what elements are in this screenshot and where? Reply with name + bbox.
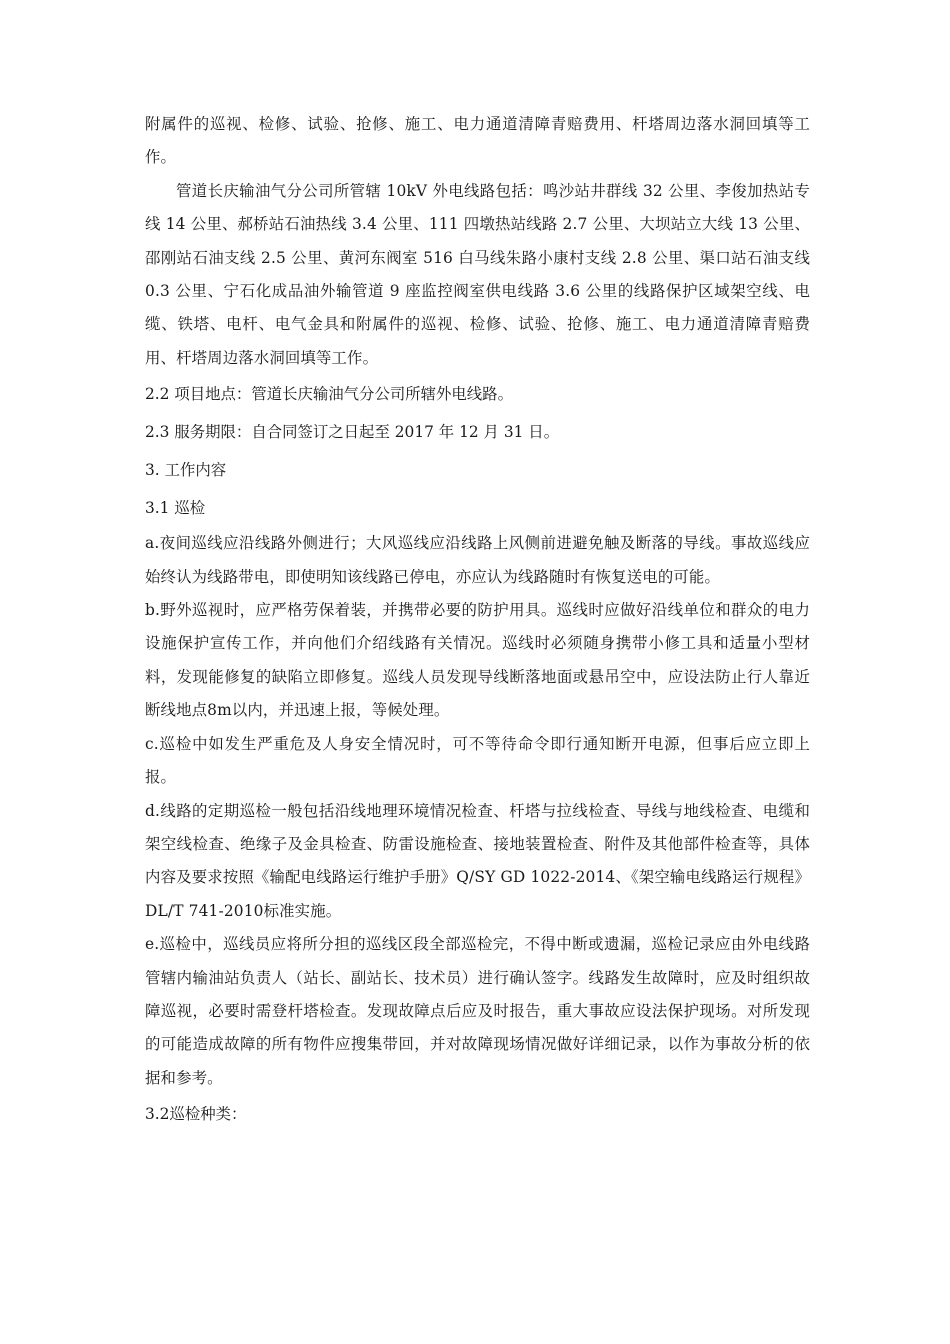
section-project-location: 2.2 项目地点：管道长庆输油气分公司所辖外电线路。 xyxy=(145,385,513,404)
paragraph-line-list: 管道长庆输油气分公司所管辖 10kV 外电线路包括：鸣沙站井群线 32 公里、李俊加热站专线 14 公里、郝桥站石油热线 3.4 公里、111 四墩热站线路 2.7 公里、大坝站立大线 13 公里、邵刚站石油支线 2.5 公里、黄河东阀室 516 白马线朱路小康村支线 2.8 公里、渠口站石油支线 0.3 公里、宁石化成品油外输管道 9 座监控阀室供电线路 3.6 公里的线路保护区域架空线、电缆、铁塔、电杆、电气金具和附属件的巡视、检修、试验、抢修、施工、电力通道清障青赔费用、杆塔周边落水洞回填等工作。 xyxy=(145,181,810,367)
paragraph-scope-continued: 附属件的巡视、检修、试验、抢修、施工、电力通道清障青赔费用、杆塔周边落水洞回填等工作。 xyxy=(145,115,810,167)
section-service-period: 2.3 服务期限：自合同签订之日起至 2017 年 12 月 31 日。 xyxy=(145,423,560,442)
item-e-inspection-records: e.巡检中，巡线员应将所分担的巡线区段全部巡检完，不得中断或遗漏，巡检记录应由外电线路管辖内输油站负责人（站长、副站长、技术员）进行确认签字。线路发生故障时，应及时组织故障巡视，必要时需登杆塔检查。发现故障点后应及时报告，重大事故应设法保护现场。对所发现的可能造成故障的所有物件应搜集带回，并对故障现场情况做好详细记录，以作为事故分析的依据和参考。 xyxy=(145,935,810,1087)
document-page xyxy=(145,108,810,1133)
item-c-emergency: c.巡检中如发生严重危及人身安全情况时，可不等待命令即行通知断开电源，但事后应立即上报。 xyxy=(145,734,810,787)
section-inspection: 3.1 巡检 xyxy=(145,499,206,518)
section-inspection-types: 3.2巡检种类： xyxy=(145,1105,247,1124)
item-a-night-patrol: a.夜间巡线应沿线路外侧进行；大风巡线应沿线路上风侧前进避免触及断落的导线。事故巡线应始终认为线路带电，即使明知该线路已停电，亦应认为线路随时有恢复送电的可能。 xyxy=(145,534,810,586)
item-b-field-patrol: b.野外巡视时，应严格劳保着装，并携带必要的防护用具。巡线时应做好沿线单位和群众的电力设施保护宣传工作，并向他们介绍线路有关情况。巡线时必须随身携带小修工具和适量小型材料，发现能修复的缺陷立即修复。巡线人员发现导线断落地面或悬吊空中，应设法防止行人靠近断线地点8m以内，并迅速上报，等候处理。 xyxy=(145,601,810,720)
item-d-periodic-inspection: d.线路的定期巡检一般包括沿线地理环境情况检查、杆塔与拉线检查、导线与地线检查、电缆和架空线检查、绝缘子及金具检查、防雷设施检查、接地装置检查、附件及其他部件检查等，具体内容及要求按照《输配电线路运行维护手册》Q/SY GD 1022-2014、《架空输电线路运行规程》DL/T 741-2010标准实施。 xyxy=(145,801,810,920)
section-work-content: 3. 工作内容 xyxy=(145,461,227,480)
